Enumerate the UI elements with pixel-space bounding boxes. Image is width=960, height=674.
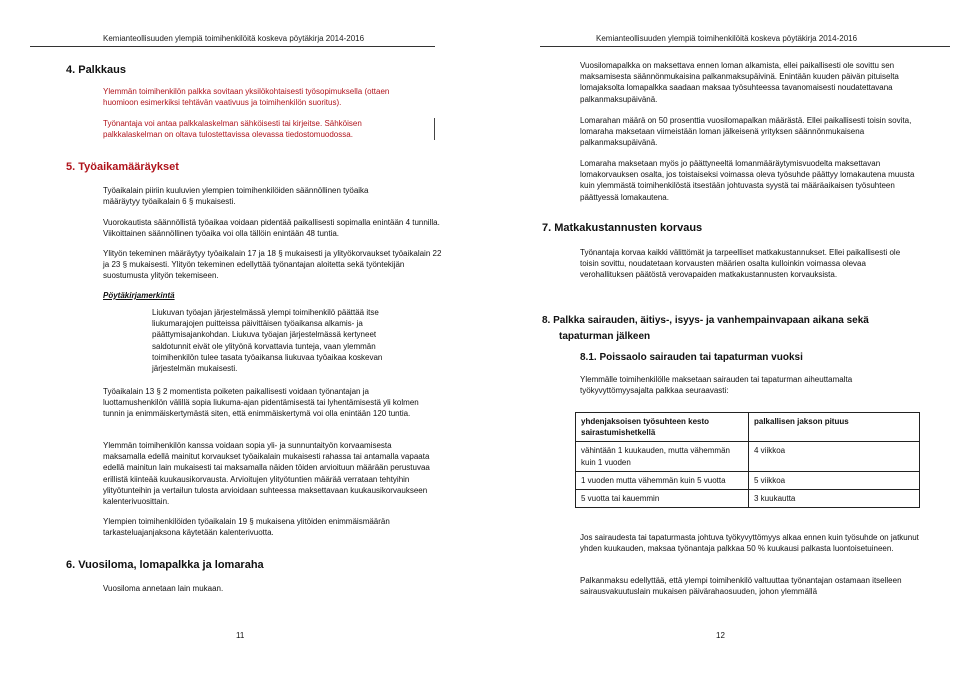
- page-number-left: 11: [236, 631, 245, 640]
- paragraph-holiday-bonus-compensation: Lomaraha maksetaan myös jo päättyneeltä lomanmääräytymisvuodelta maksettavan lomakorvauksen osalta, jos toistaiseksi voimassa oleva työsuhde päättyy lomakautena muusta kuin ylemmästä toimihenkilöstä itsestään johtuvasta syystä tai määräaikaisen työsuhteen päättyessä lomakautena.: [580, 159, 915, 202]
- section-8-heading: [542, 313, 942, 345]
- table-cell: vähintään 1 kuukauden, mutta vähemmän kuin 1 vuoden: [576, 442, 749, 471]
- running-header-left: Kemianteollisuuden ylempiä toimihenkilöitä koskeva pöytäkirja 2014-2016: [103, 34, 365, 43]
- note-label: Pöytäkirjamerkintä: [103, 291, 175, 300]
- table-cell: 3 kuukautta: [749, 490, 920, 508]
- section-8-heading-line-2: tapaturman jälkeen: [559, 331, 651, 342]
- header-rule-left: [30, 46, 435, 47]
- paragraph-vacation-pay: Vuosilomapalkka on maksettava ennen loman alkamista, ellei paikallisesti ole sovittu sen maksamisesta säännönmukaisina palkanmaksupäivinä. Enintään kuuden päivän pituiselta lomajaksolta lomapalkka saadaan maksaa työsuhteessa tavanomaisesti noudatettavana palkanmaksupäivänä.: [580, 61, 899, 104]
- note-text: Liukuvan työajan järjestelmässä ylempi toimihenkilö päättää itse liukumarajojen puitteissa päivittäisen työaikansa alkamis- ja päättymisajankohdan. Liukuva työajan järjestelmässä kertyneet saldotunnit eivät ole ylityönä korvattavia tunteja, vaan ylemmän toimihenkilön tulee tasata työaikansa liukuvaa työaikaa koskevan järjestelmän mukaisesti.: [152, 308, 383, 374]
- page-right: [480, 0, 960, 674]
- section-5-paragraph-2: Vuorokautista säännöllistä työaikaa voidaan pidentää paikallisesti sopimalla enintään 4 tunnilla. Viikoittainen säännöllinen työaika voi olla tällöin enintään 48 tuntia.: [103, 218, 440, 239]
- section-8-heading-line-1: 8. Palkka sairauden, äitiys-, isyys- ja vanhempainvapaan aikana sekä: [542, 315, 869, 326]
- table-cell: 5 viikkoa: [749, 471, 920, 489]
- paragraph-authorization: Palkanmaksu edellyttää, että ylempi toimihenkilö valtuuttaa työnantajan ostamaan itselleen sairausvakuutuslain mukaisen päivärahaosuuden, johon ylemmällä: [580, 576, 902, 597]
- section-5-heading: 5. Työaikamääräykset: [66, 161, 179, 173]
- section-4-paragraph-2: Työnantaja voi antaa palkkalaskelman sähköisesti tai kirjeitse. Sähköisen palkkalaskelman on oltava tulostettavissa olevassa tiedostomuodossa.: [103, 119, 362, 140]
- section-8-1-heading: 8.1. Poissaolo sairauden tai tapaturman vuoksi: [580, 352, 803, 363]
- section-7-paragraph-1: Työnantaja korvaa kaikki välittömät ja tarpeelliset matkakustannukset. Ellei paikallisesti ole toisin sovittu, noudatetaan korvausten määrien osalta kulloinkin voimassa olevaa verohallituksen päätöstä verovapaiden matkakustannusten korvauksista.: [580, 248, 901, 280]
- table-header-cell: palkallisen jakson pituus: [749, 413, 920, 442]
- header-rule-right: [540, 46, 950, 47]
- section-4-heading: 4. Palkkaus: [66, 64, 126, 76]
- section-6-paragraph-1: Vuosiloma annetaan lain mukaan.: [103, 584, 224, 593]
- table-header-cell: yhdenjaksoisen työsuhteen kesto sairastumishetkellä: [576, 413, 749, 442]
- page-number-right: 12: [716, 631, 725, 640]
- section-5-paragraph-6: Ylempien toimihenkilöiden työaikalain 19 § mukaisena ylitöiden enimmäismäärän tarkasteluajanjaksona käytetään kalenterivuotta.: [103, 517, 390, 538]
- section-5-paragraph-4: Työaikalain 13 § 2 momentista poiketen paikallisesti voidaan työnantajan ja luottamushenkilön välillä sopia liukuma-ajan pidentämisestä tai lyhentämisestä yli kolmen tunnin ja enimmäiskertymästä siten, että enimmäiskertymä voi olla enintään 120 tuntia.: [103, 387, 419, 419]
- table-cell: 5 vuotta tai kauemmin: [576, 490, 749, 508]
- change-bar: [434, 118, 435, 140]
- section-6-heading: 6. Vuosiloma, lomapalkka ja lomaraha: [66, 559, 264, 571]
- table-row: [576, 471, 920, 489]
- section-5-paragraph-1: Työaikalain piiriin kuuluvien ylempien toimihenkilöiden säännöllinen työaika määräytyy työaikalain 6 § mukaisesti.: [103, 186, 369, 207]
- table-cell: 1 vuoden mutta vähemmän kuin 5 vuotta: [576, 471, 749, 489]
- section-7-heading: 7. Matkakustannusten korvaus: [542, 222, 703, 234]
- section-5-paragraph-3: Ylityön tekeminen määräytyy työaikalain 17 ja 18 § mukaisesti ja ylityökorvaukset työaikalain 22 ja 23 § mukaisesti. Ylityön tekeminen edellyttää työnantajan aloitetta sekä työntekijän suostumusta ylityön tekemiseen.: [103, 249, 442, 281]
- table-cell: 4 viikkoa: [749, 442, 920, 471]
- table-header-row: [576, 413, 920, 442]
- section-8-1-paragraph-1: Ylemmälle toimihenkilölle maksetaan sairauden tai tapaturman aiheuttamalta työkyvyttömyysajalta palkkaa seuraavasti:: [580, 375, 853, 396]
- running-header-right: Kemianteollisuuden ylempiä toimihenkilöitä koskeva pöytäkirja 2014-2016: [596, 34, 858, 43]
- section-5-paragraph-5: Ylemmän toimihenkilön kanssa voidaan sopia yli- ja sunnuntaityön korvaamisesta maksamalla edellä mainitut korvaukset työaikalain mukaisesti rahassa tai antamalla vapaata edellä mainitun lain mukaisesti tai maksamalla näiden töiden arvioituun määrään perustuvaa erillistä kiinteää kuukausikorvausta. Arvioitujen ylityötuntien määrää verrataan tehtyihin ylityötunteihin ja vertailun tulosta arvioidaan suhteessa maksettavaan kuukausikorvaukseen kalenterivuosittain.: [103, 441, 430, 507]
- paragraph-first-month: Jos sairaudesta tai tapaturmasta johtuva työkyvyttömyys alkaa ennen kuin työsuhde on jatkunut yhden kuukauden, maksaa työnantaja palkkaa 50 % kuukausi palkasta luontoisetuineen.: [580, 533, 919, 554]
- section-4-paragraph-1: Ylemmän toimihenkilön palkka sovitaan yksilökohtaisesti työsopimuksella (ottaen huomioon esimerkiksi tehtävän vaativuus ja toimihenkilön suoritus).: [103, 87, 390, 108]
- paragraph-holiday-bonus: Lomarahan määrä on 50 prosenttia vuosilomapalkan määrästä. Ellei paikallisesti toisin sovita, lomaraha maksetaan viimeistään loman jälkeisenä yrityksen säännönmukaisena palkanmaksupäivänä.: [580, 116, 912, 148]
- table-row: [576, 442, 920, 471]
- table-row: [576, 490, 920, 508]
- sick-pay-table: [575, 412, 920, 508]
